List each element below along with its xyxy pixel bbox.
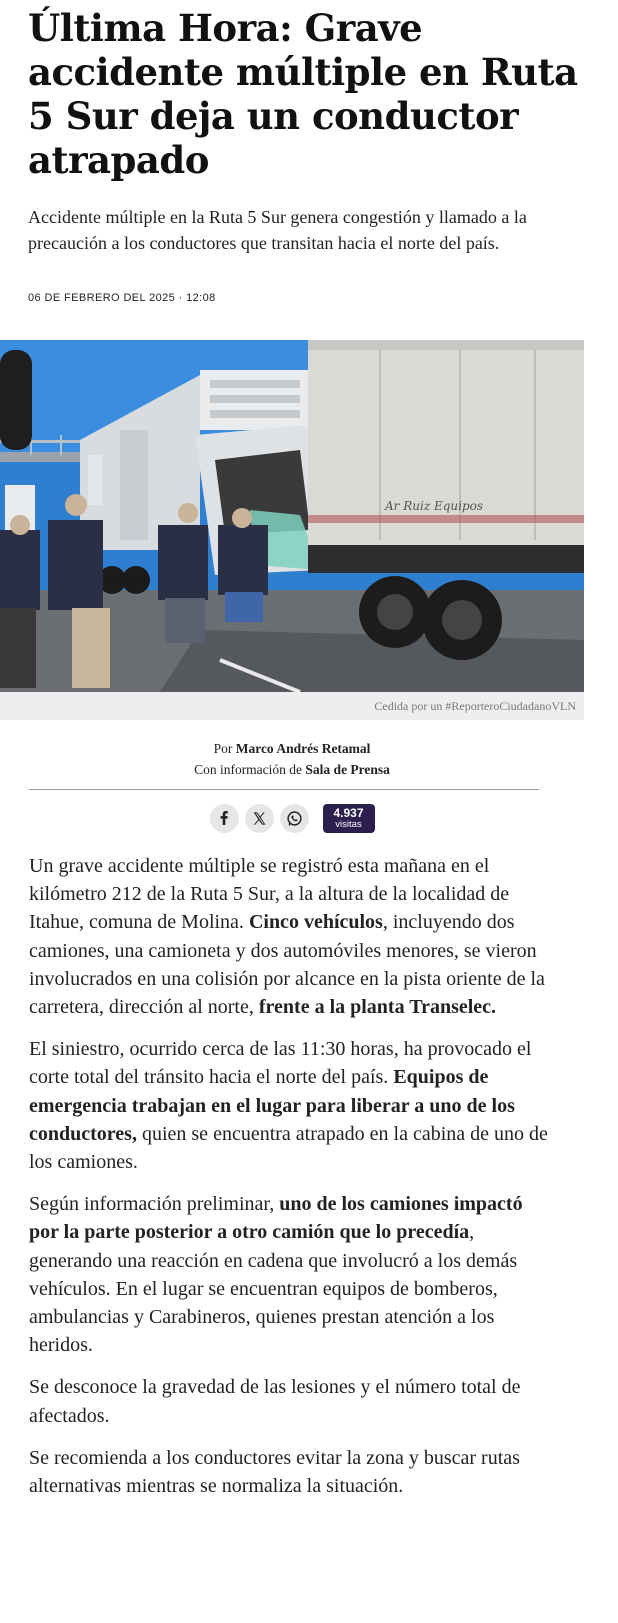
paragraph-5: Se recomienda a los conductores evitar la zona y buscar rutas alternativas mientras se normaliza la situación. (29, 1446, 520, 1498)
photo-caption-bar (0, 692, 584, 720)
source-name[interactable]: Sala de Prensa (305, 762, 390, 777)
visits-count: 4.937 (333, 805, 364, 820)
source-line (0, 759, 584, 780)
visits-badge (323, 804, 375, 833)
share-x-button[interactable] (245, 804, 274, 833)
paragraph-4: Se desconoce la gravedad de las lesiones y el número total de afectados. (29, 1376, 521, 1427)
divider (29, 789, 539, 790)
author-name[interactable]: Marco Andrés Retamal (235, 741, 371, 756)
photo-caption: Cedida por un #ReporteroCiudadanoVLN (374, 699, 576, 713)
share-bar (0, 803, 584, 833)
article-headline: Última Hora: Grave accidente múltiple en Ruta 5 Sur deja un conductor atrapado (28, 6, 578, 182)
accident-photo-illustration (0, 340, 584, 692)
share-whatsapp-button[interactable] (280, 804, 309, 833)
whatsapp-icon (286, 810, 303, 827)
article-photo[interactable] (0, 340, 584, 692)
visits-label: visitas (335, 818, 362, 830)
author-line (0, 738, 584, 759)
paragraph-3: Según información preliminar, uno de los camiones impactó por la parte posterior a otro camión que lo precedía, generando una reacción en cadena que involucró a los demás vehículos. En el lugar se encuentran equipos de bomberos, ambulancias y Carabineros, quienes prestan atención a los heridos. (29, 1193, 523, 1357)
publish-date: 06 DE FEBRERO DEL 2025 · 12:08 (28, 292, 216, 304)
trailer-lettering: Ar Ruiz Equipos (385, 499, 484, 513)
author-prefix: Por (213, 741, 233, 756)
source-prefix: Con información de (194, 762, 303, 777)
paragraph-1: Un grave accidente múltiple se registró esta mañana en el kilómetro 212 de la Ruta 5 Sur, a la altura de la localidad de Itahue, comuna de Molina. Cinco vehículos, incluyendo dos camiones, una camioneta y dos automóviles menores, se vieron involucrados en una colisión por alcance en la pista oriente de la carretera, dirección al norte, frente a la planta Transelec. (29, 855, 545, 1019)
byline (0, 738, 584, 780)
x-icon (252, 811, 267, 826)
facebook-icon (216, 810, 232, 826)
article-subtitle: Accidente múltiple en la Ruta 5 Sur genera congestión y llamado a la precaución a los conductores que transitan hacia el norte del país. (28, 207, 527, 253)
share-facebook-button[interactable] (210, 804, 239, 833)
article-body (29, 852, 549, 1514)
paragraph-2: El siniestro, ocurrido cerca de las 11:30 horas, ha provocado el corte total del tránsito hacia el norte del país. Equipos de emergencia trabajan en el lugar para liberar a uno de los conductores, quien se encuentra atrapado en la cabina de uno de los camiones. (29, 1038, 548, 1174)
